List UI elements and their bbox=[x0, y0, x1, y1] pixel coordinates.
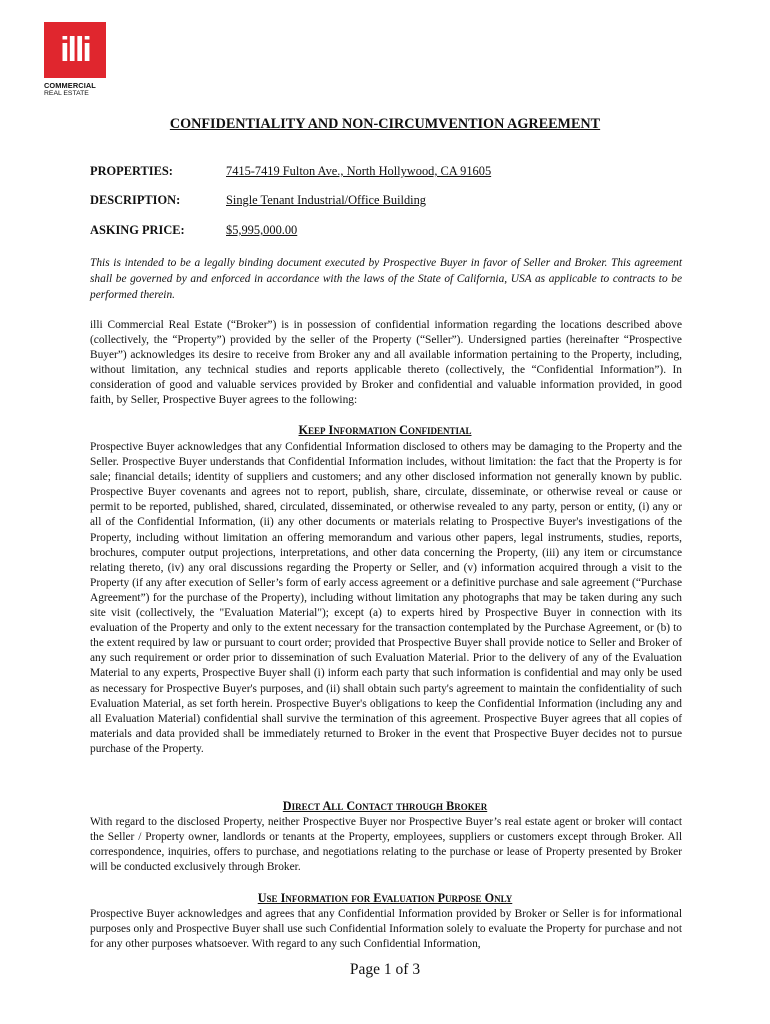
description-label: DESCRIPTION: bbox=[90, 193, 181, 207]
logo-mark: illi bbox=[44, 22, 106, 78]
logo-text-commercial: COMMERCIAL bbox=[44, 81, 96, 90]
description-value: Single Tenant Industrial/Office Building bbox=[226, 193, 426, 207]
document-title: CONFIDENTIALITY AND NON-CIRCUMVENTION AGREEMENT bbox=[169, 116, 601, 132]
section-heading-keep-confidential: Keep Information Confidential bbox=[298, 423, 472, 437]
asking-price-value: $5,995,000.00 bbox=[226, 223, 298, 237]
section-heading-evaluation-purpose: Use Information for Evaluation Purpose Only bbox=[257, 891, 513, 905]
illi-logo bbox=[44, 22, 108, 97]
property-value: 7415-7419 Fulton Ave., North Hollywood, CA 91605 bbox=[226, 164, 492, 178]
section-body-keep-confidential: Prospective Buyer acknowledges that any Confidential Information disclosed to others may be damaging to the Property and the Seller. Prospective Buyer understands that Confidential Information includes, without limitation: the fact that the Property is for sale; financial details; identity of suppliers and customers; and any other disclosed information not generally known by public. Prospective Buyer covenants and agrees not to report, publish, share, circulate, disseminate, or otherwise reveal or cause or permit to be reported, published, shared, circulated, disseminated, or otherwise revealed to any party, person or entity, (i) any or all of the Confidential Information, (ii) any other documents or materials relating to Prospective Buyer's investigations of the Property, including without limitation an offering memorandum and various other papers, legal instruments, studies, reports, brochures, computer output projections, interpretations, and other data concerning the Property, (iii) any item or circumstance relating thereto, (iv) any oral discussions regarding the Property or Seller, and (v) information acquired through a visit to the Property (if any after execution of Seller’s form of early access agreement or a definitive purchase and sale agreement (“Purchase Agreement”) for the purchase of the Property), including without limitation any photographs that may be taken during any such site visit (collectively, the "Evaluation Material"); except (a) to experts hired by Prospective Buyer in connection with its evaluation of the Property and only to the extent necessary for the transaction contemplated by the Purchase Agreement, or (b) to the extent required by law or pursuant to court order; provided that Prospective Buyer shall provide notice to Seller and Broker of any such requirement or order prior to dissemination of such Evaluation Material. Prior to the delivery of any of the Evaluation Material to any experts, Prospective Buyer shall (i) inform each party that such information is confidential and may only be used as necessary for Prospective Buyer's purposes, and (ii) shall obtain such party's agreement to maintain the confidentiality of such Evaluation Material, as set forth herein. Prospective Buyer's obligations to keep the Confidential Information (including any and all Evaluation Material) confidential shall survive the termination of this agreement. Prospective Buyer agrees that all copies of materials and data provided shall be immediately returned to Broker in the event that Prospective Buyer decides not to pursue purchase of the Property. bbox=[90, 441, 682, 755]
property-label: PROPERTIES: bbox=[90, 164, 173, 178]
intro-paragraph: This is intended to be a legally binding document executed by Prospective Buyer in favor of Seller and Broker. This agreement shall be governed by and enforced in accordance with the laws of the State of California, USA as applicable to contracts to be performed therein. bbox=[90, 257, 682, 301]
page-number: Page 1 of 3 bbox=[349, 961, 421, 978]
broker-paragraph: illi Commercial Real Estate (“Broker”) is in possession of confidential information regarding the locations described above (collectively, the “Property”) provided by the seller of the Property (“Seller”). Undersigned parties (hereinafter “Prospective Buyer”) acknowledges its desire to receive from Broker any and all available information pertaining to the Property, including, without limitation, any technical studies and reports applicable thereto (collectively, the “Confidential Information”). In consideration of good and valuable services provided by Broker and confidential and valuable information provided, in good faith, by Seller, Prospective Buyer agrees to the following: bbox=[90, 319, 682, 407]
asking-price-label: ASKING PRICE: bbox=[90, 223, 185, 237]
logo-text-real-estate: REAL ESTATE bbox=[44, 90, 89, 97]
section-body-evaluation-purpose: Prospective Buyer acknowledges and agrees that any Confidential Information provided by Broker or Seller is for informational purposes only and Prospective Buyer shall use such Confidential Information solely to evaluate the Property for purchase and not for any other purposes whatsoever. With regard to any such Confidential Information, bbox=[90, 908, 682, 951]
section-heading-direct-contact: Direct All Contact through Broker bbox=[282, 799, 488, 813]
section-body-direct-contact: With regard to the disclosed Property, neither Prospective Buyer nor Prospective Buyer’s real estate agent or broker will contact the Seller / Property owner, landlords or tenants at the Property, employees, suppliers or customers except through Broker. All correspondence, inquiries, offers to purchase, and negotiations relating to the purchase or lease of Property presented by Broker will be conducted exclusively through Broker. bbox=[90, 816, 682, 874]
